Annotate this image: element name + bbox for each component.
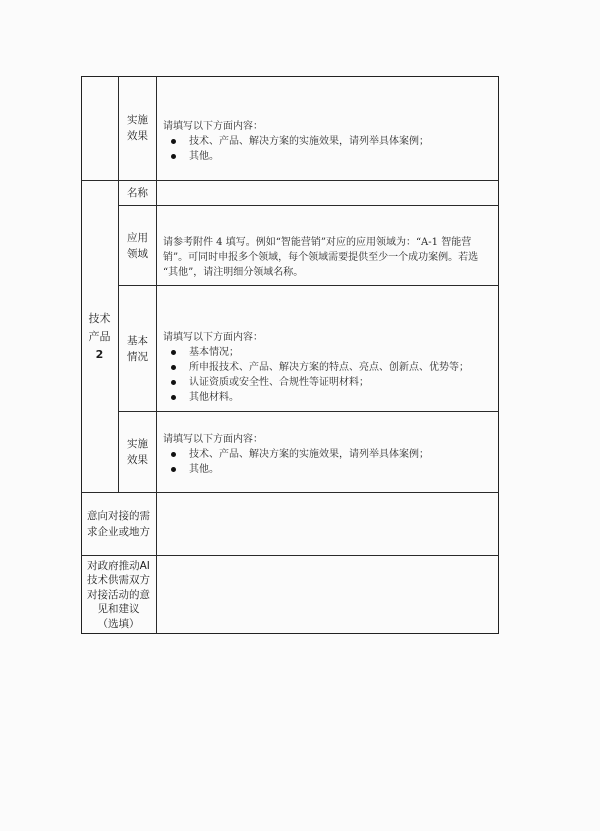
list-item: 其他。 — [163, 462, 429, 477]
basic-info-content[interactable]: 请填写以下方面内容： 基本情况； 所申报技术、产品、解决方案的特点、亮点、创新点、优势等； 认证资质或安全性、合规性等证明材料； 其他材料。 — [163, 332, 469, 403]
bullet-icon — [171, 467, 176, 472]
suggestions-label: 对政府推动AI 技术供需双方 对接活动的意 见和建议 （选填） — [87, 559, 150, 630]
basic-info-label: 基本 情况 — [127, 334, 148, 363]
list-item: 技术、产品、解决方案的实施效果，请列举具体案例； — [163, 447, 429, 462]
list-item: 其他材料。 — [163, 390, 469, 405]
row-divider — [118, 205, 499, 206]
row-divider — [118, 411, 499, 412]
row-divider — [118, 285, 499, 286]
list-item: 认证资质或安全性、合规性等证明材料； — [163, 375, 469, 390]
bullet-icon — [171, 395, 176, 400]
suggestions-input-cell[interactable] — [157, 556, 499, 634]
bullet-icon — [171, 350, 176, 355]
list-item: 技术、产品、解决方案的实施效果，请列举具体案例； — [163, 134, 429, 149]
bullet-icon — [171, 154, 176, 159]
list-item: 基本情况； — [163, 345, 469, 360]
list-item: 其他。 — [163, 149, 429, 164]
impl-effect-label-2: 实施 效果 — [127, 438, 148, 466]
intended-partner-label: 意向对接的需 求企业或地方 — [87, 510, 150, 538]
name-input-cell[interactable] — [157, 181, 499, 205]
impl-effect-label: 实施 效果 — [127, 114, 148, 142]
impl-effect-content-2[interactable]: 请填写以下方面内容： 技术、产品、解决方案的实施效果，请列举具体案例； 其他。 — [163, 434, 429, 475]
bullet-icon — [171, 380, 176, 385]
impl-effect-content[interactable]: 请填写以下方面内容： 技术、产品、解决方案的实施效果，请列举具体案例； 其他。 — [163, 121, 429, 162]
bullet-icon — [171, 452, 176, 457]
bullet-icon — [171, 365, 176, 370]
application-area-content[interactable]: 请参考附件 4 填写。例如“智能营销”对应的应用领域为：“A-1 智能营 销”。可同时申报多个领域，每个领域需要提供至少一个成功案例。若选 “其他”，请注明细分领域名称。 — [163, 237, 479, 278]
bullet-icon — [171, 139, 176, 144]
name-label: 名称 — [127, 187, 148, 199]
tech-product-2-label: 技术 产品 2 — [88, 311, 111, 361]
intended-partner-input-cell[interactable] — [157, 493, 499, 555]
list-item: 所申报技术、产品、解决方案的特点、亮点、创新点、优势等； — [163, 360, 469, 375]
application-area-label: 应用 领域 — [127, 231, 148, 260]
application-form-table — [81, 76, 499, 634]
